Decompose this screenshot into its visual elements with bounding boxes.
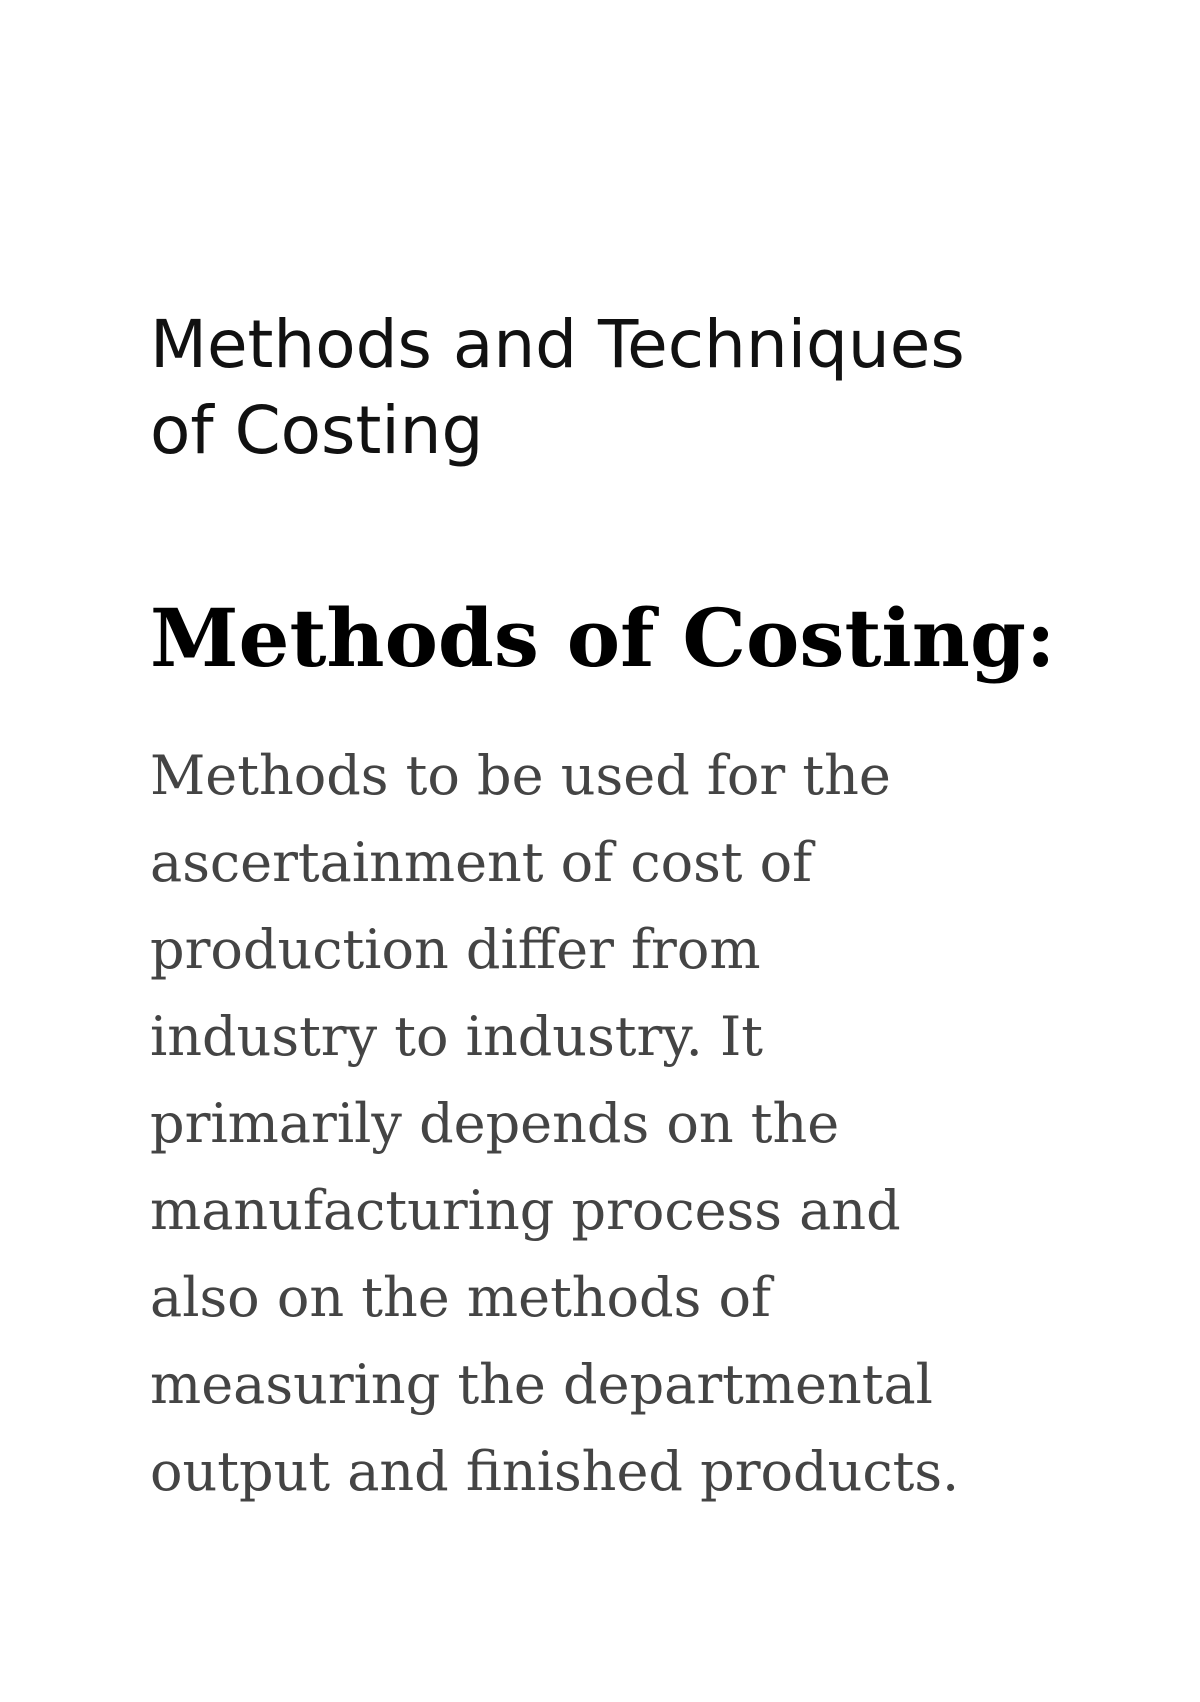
section-heading: Methods of Costing:: [150, 591, 1056, 685]
paragraph-line: industry to industry. It: [150, 1005, 763, 1068]
paragraph-line: production differ from: [150, 918, 761, 981]
paragraph-line: ascertainment of cost of: [150, 831, 813, 894]
title-line: Methods and Techniques: [150, 306, 965, 383]
page-title: [150, 302, 1050, 474]
paragraph-line: manufacturing process and: [150, 1179, 901, 1242]
paragraph-line: output and finished products.: [150, 1440, 960, 1503]
body-paragraph: [150, 732, 1010, 1515]
paragraph-line: measuring the departmental: [150, 1353, 933, 1416]
paragraph-line: also on the methods of: [150, 1266, 771, 1329]
paragraph-line: Methods to be used for the: [150, 744, 891, 807]
paragraph-line: primarily depends on the: [150, 1092, 840, 1155]
title-line: of Costing: [150, 392, 484, 469]
